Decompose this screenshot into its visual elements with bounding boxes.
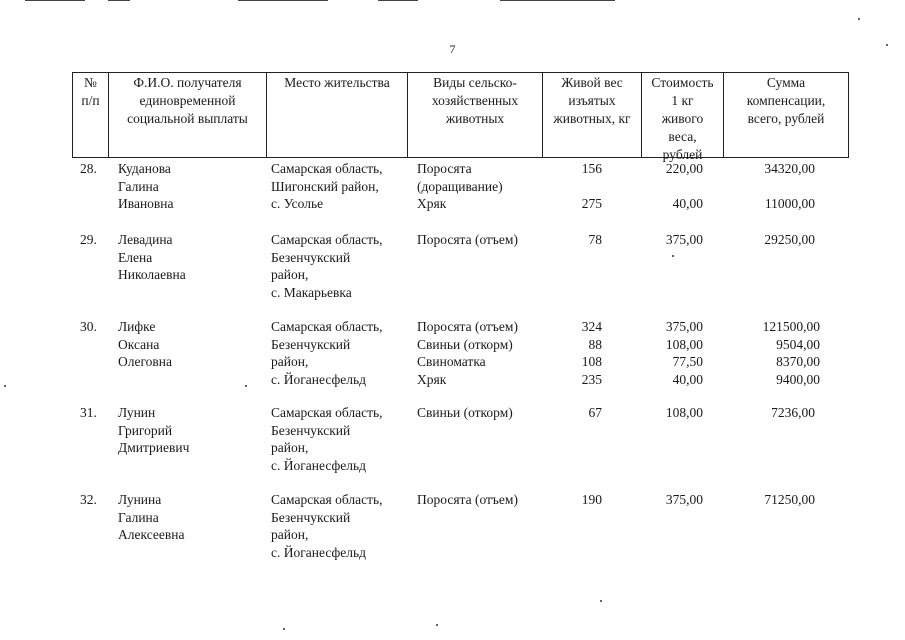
name-line: Галина [118, 178, 159, 194]
header-place-text: Место жительства [284, 75, 390, 90]
animal-type-line: Поросята (отъем) [417, 319, 518, 334]
animal-type [417, 318, 518, 388]
residence [271, 404, 383, 474]
compensation-sum: 71250,00 [764, 492, 815, 507]
residence-line: район, [271, 354, 309, 369]
name-line: Лунин [118, 405, 156, 420]
recipient-name [118, 404, 189, 457]
header-divider [848, 72, 849, 158]
compensation-sum: 34320,00 [764, 161, 815, 176]
residence-line: район, [271, 267, 309, 282]
residence-line: Самарская область, [271, 161, 383, 176]
sum-line: 8370,00 [776, 354, 820, 369]
name-line: Алексеевна [118, 527, 185, 542]
scan-speck [672, 255, 674, 257]
residence-line: Самарская область, [271, 405, 383, 420]
page-number: 7 [449, 42, 456, 56]
price-per-kg: 108,00 [665, 405, 703, 420]
price-line: 375,00 [665, 319, 703, 334]
live-weight [552, 318, 602, 388]
price-line: 40,00 [672, 371, 703, 387]
header-place [267, 74, 407, 92]
top-scan-rule [108, 0, 130, 1]
header-sum [724, 74, 848, 128]
scan-speck [600, 600, 602, 602]
scan-speck [436, 624, 438, 626]
scan-speck [245, 385, 247, 387]
name-line: Елена [118, 249, 153, 265]
residence-line: Шигонский район, [271, 178, 379, 194]
recipient-name [118, 231, 186, 284]
residence-line: Безенчукский [271, 509, 351, 525]
compensation-sum: 7236,00 [771, 405, 815, 420]
residence [271, 491, 383, 561]
animal-type-line: (доращивание) [417, 178, 503, 194]
residence-line: Самарская область, [271, 319, 383, 334]
top-scan-rule [378, 0, 418, 1]
recipient-name [118, 160, 174, 213]
live-weight: 275 [581, 196, 602, 211]
price-per-kg: 40,00 [672, 196, 703, 211]
row-number: 30. [80, 319, 97, 334]
residence [271, 231, 383, 301]
live-weight-line: 324 [581, 319, 602, 334]
header-price-text: Стоимость 1 кг живого веса, рублей [651, 75, 714, 162]
residence-line: Самарская область, [271, 492, 383, 507]
top-scan-rule [25, 0, 85, 1]
animal-type-line: Свиноматка [417, 354, 486, 369]
compensation-sum: 11000,00 [764, 196, 815, 211]
recipient-name [118, 491, 184, 544]
animal-type: Хряк [417, 196, 447, 211]
residence-line: район, [271, 527, 309, 542]
top-scan-rule [500, 0, 615, 1]
name-line: Олеговна [118, 354, 173, 369]
live-weight: 156 [581, 161, 602, 176]
name-line: Лифке [118, 319, 156, 334]
name-line: Левадина [118, 232, 173, 247]
row-number: 31. [80, 405, 97, 420]
residence [271, 318, 383, 388]
name-line: Галина [118, 509, 159, 525]
live-weight-line: 88 [588, 336, 602, 352]
residence-line: с. Йоганесфельд [271, 457, 366, 473]
residence-line: с. Йоганесфельд [271, 544, 366, 560]
animal-type: Поросята (отъем) [417, 232, 518, 247]
header-name-text: Ф.И.О. получателя единовременной социальной выплаты [127, 75, 248, 126]
live-weight-line: 108 [581, 354, 602, 369]
residence-line: район, [271, 440, 309, 455]
residence-line: с. Макарьевка [271, 284, 352, 300]
price-line: 108,00 [665, 336, 703, 352]
recipient-name [118, 318, 172, 371]
live-weight: 78 [588, 232, 602, 247]
name-line: Ивановна [118, 196, 174, 211]
name-line: Григорий [118, 422, 173, 438]
header-num [73, 74, 108, 110]
animal-type: Поросята (отъем) [417, 492, 518, 507]
scan-speck [4, 385, 6, 387]
animal-type-line: Поросята [417, 161, 472, 176]
header-types-text: Виды сельско- хозяйственных животных [431, 75, 519, 126]
scan-speck [858, 18, 860, 20]
animal-type-line: Хряк [417, 371, 447, 387]
compensation-sum [740, 318, 820, 388]
residence-line: Самарская область, [271, 232, 383, 247]
live-weight: 67 [588, 405, 602, 420]
compensation-sum: 29250,00 [764, 232, 815, 247]
price-per-kg: 220,00 [665, 161, 703, 176]
header-weight-text: Живой вес изъятых животных, кг [553, 75, 631, 126]
name-line: Николаевна [118, 267, 186, 282]
residence-line: Безенчукский [271, 336, 351, 352]
animal-type: Свиньи (откорм) [417, 405, 513, 420]
price-line: 77,50 [672, 354, 703, 369]
row-number: 32. [80, 492, 97, 507]
residence-line: Безенчукский [271, 249, 351, 265]
live-weight: 190 [581, 492, 602, 507]
residence [271, 160, 383, 213]
sum-line: 9400,00 [776, 371, 820, 387]
name-line: Оксана [118, 336, 160, 352]
header-sum-text: Сумма компенсации, всего, рублей [746, 75, 826, 126]
sum-line: 9504,00 [776, 336, 820, 352]
live-weight-line: 235 [581, 371, 602, 387]
name-line: Лунина [118, 492, 162, 507]
animal-type [417, 160, 503, 195]
animal-type-line: Свиньи (откорм) [417, 336, 513, 352]
header-price [642, 74, 723, 164]
price-per-kg: 375,00 [665, 232, 703, 247]
scan-speck [886, 44, 888, 46]
header-name [109, 74, 266, 128]
row-number: 29. [80, 232, 97, 247]
header-types [408, 74, 542, 128]
top-scan-rule [238, 0, 328, 1]
price-per-kg: 375,00 [665, 492, 703, 507]
header-weight [543, 74, 641, 128]
residence-line: с. Йоганесфельд [271, 371, 366, 387]
name-line: Дмитриевич [118, 440, 190, 455]
price-per-kg [640, 318, 703, 388]
residence-line: Безенчукский [271, 422, 351, 438]
residence-line: с. Усолье [271, 196, 324, 211]
header-num-text: № п/п [81, 75, 100, 108]
name-line: Куданова [118, 161, 171, 176]
row-number: 28. [80, 161, 97, 176]
scan-speck [283, 628, 285, 630]
sum-line: 121500,00 [762, 319, 820, 334]
